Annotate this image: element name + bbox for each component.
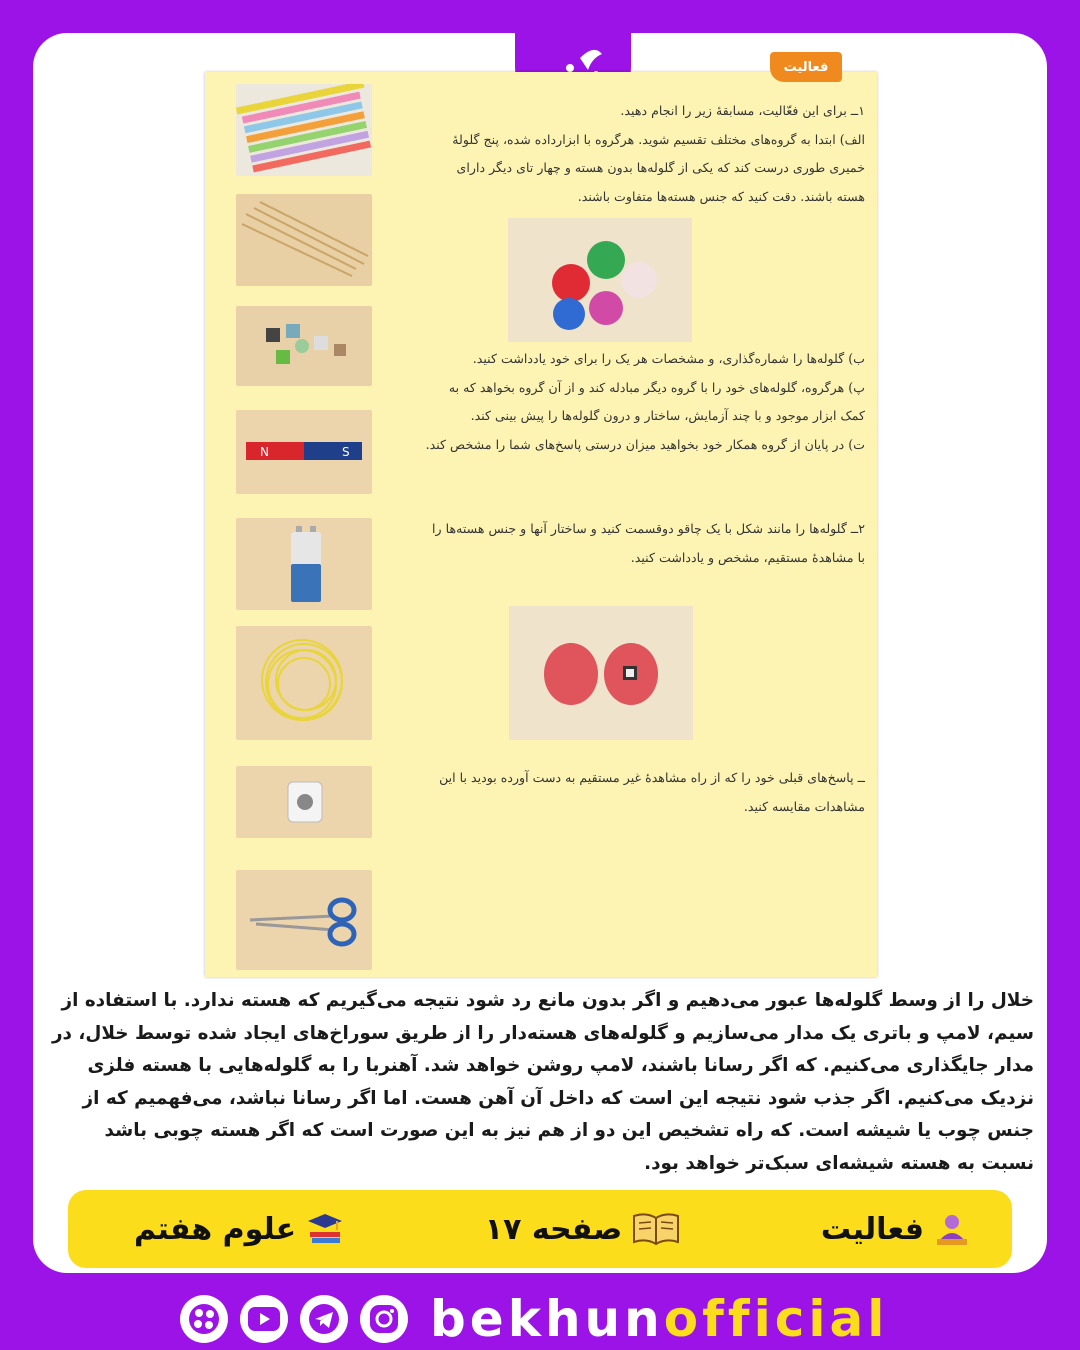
activity-text: فعالیت — [820, 1211, 924, 1247]
svg-text:S: S — [342, 445, 350, 459]
svg-text:N: N — [260, 445, 269, 459]
activity-step1-t: ت) در پایان از گروه همکار خود بخواهید میزان درستی پاسخ‌های شما را مشخص کند. — [425, 436, 865, 452]
page-label — [485, 1212, 680, 1247]
activity-step1-rest — [425, 345, 865, 459]
thumb-wire — [236, 626, 372, 740]
thumb-cores — [236, 306, 372, 386]
info-banner — [68, 1190, 1012, 1268]
aparat-icon — [187, 1302, 221, 1336]
activity-step1-p: پ) هرگروه، گلوله‌های خود را با گروه دیگر مبادله کند و از آن گروه بخواهد که به کمک ابزار موجود و با چند آزمایش، ساختار و درون گلوله‌ها را پیش بینی کند. — [448, 379, 865, 423]
activity-step3: ــ پاسخ‌های قبلی خود را که از راه مشاهدهٔ غیر مستقیم به دست آورده بودید با این مشاهدات مقایسه کنید. — [439, 770, 865, 814]
activity-badge-label: فعالیت — [783, 59, 829, 75]
instagram-button[interactable] — [360, 1295, 408, 1343]
brand-handle[interactable] — [430, 1290, 889, 1348]
open-book-icon — [632, 1212, 680, 1246]
activity-step1-b: ب) گلوله‌ها را شماره‌گذاری، و مشخصات هر یک را برای خود یادداشت کنید. — [472, 351, 865, 366]
brand-part2: official — [663, 1290, 889, 1348]
activity-badge — [770, 52, 842, 82]
youtube-button[interactable] — [240, 1295, 288, 1343]
split-balls-photo — [509, 606, 693, 740]
thumb-battery — [236, 518, 372, 610]
activity-step1-a: الف) ابتدا به گروه‌های مختلف تقسیم شوید. هرگروه با ابزارداده شده، پنج گلولهٔ خمیری طوری درست کند که یکی از گلوله‌ها بدون هسته و چهار تای دیگر دارای هسته باشند. دقت کنید که جنس هسته‌ها متفاوت باشند. — [452, 131, 865, 204]
instagram-icon — [367, 1302, 401, 1336]
youtube-icon — [247, 1306, 281, 1332]
activity-label — [821, 1211, 970, 1247]
page-text: صفحه ۱۷ — [484, 1211, 623, 1247]
activity-step2: ۲ــ گلوله‌ها را مانند شکل با یک چاقو دوقسمت کنید و ساختار آنها و جنس هسته‌ها را با مشاهدهٔ مستقیم، مشخص و یادداشت کنید. — [432, 521, 865, 565]
activity-step1-title: ۱ــ برای این فعّالیت، مسابقهٔ زیر را انجام دهید. — [620, 103, 865, 118]
thumb-magnet — [236, 410, 372, 494]
activity-step1 — [425, 97, 865, 211]
thumb-scissors — [236, 870, 372, 970]
brand-part1: bekhun — [430, 1290, 664, 1348]
telegram-button[interactable] — [300, 1295, 348, 1343]
thumb-skewers — [236, 194, 372, 286]
footer-social — [180, 1288, 888, 1350]
answer-explanation: خلال را از وسط گلوله‌ها عبور می‌دهیم و اگر بدون مانع رد شود نتیجه می‌گیریم که هسته ندارد. با استفاده از سیم، لامپ و باتری یک مدار می‌سازیم و گلوله‌های هسته‌دار را از طریق سوراخ‌های ایجاد شده توسط خلال، در مدار جایگذاری می‌کنیم. که اگر رسانا باشند، لامپ روشن خواهد شد. آهنربا را به گلوله‌هایی با هسته فلزی نزدیک می‌کنیم. اگر جذب شود نتیجه این است که داخل آن آهن هست. اما اگر رسانا نباشد، می‌فهمیم که از جنس چوب یا شیشه است. که راه تشخیص این دو از هم نیز به این صورت است که اگر هسته چوبی باشد نسبت به هسته شیشه‌ای سبک‌تر خواهد بود. — [51, 990, 1034, 1174]
graduation-books-icon — [306, 1212, 344, 1246]
subject-text: علوم هفتم — [134, 1211, 297, 1247]
teacher-icon — [934, 1211, 970, 1247]
subject-label — [134, 1212, 344, 1247]
thumb-lamp-holder — [236, 766, 372, 838]
thumb-clay — [236, 84, 372, 176]
aparat-button[interactable] — [180, 1295, 228, 1343]
telegram-icon — [307, 1302, 341, 1336]
clay-balls-photo — [508, 218, 692, 342]
